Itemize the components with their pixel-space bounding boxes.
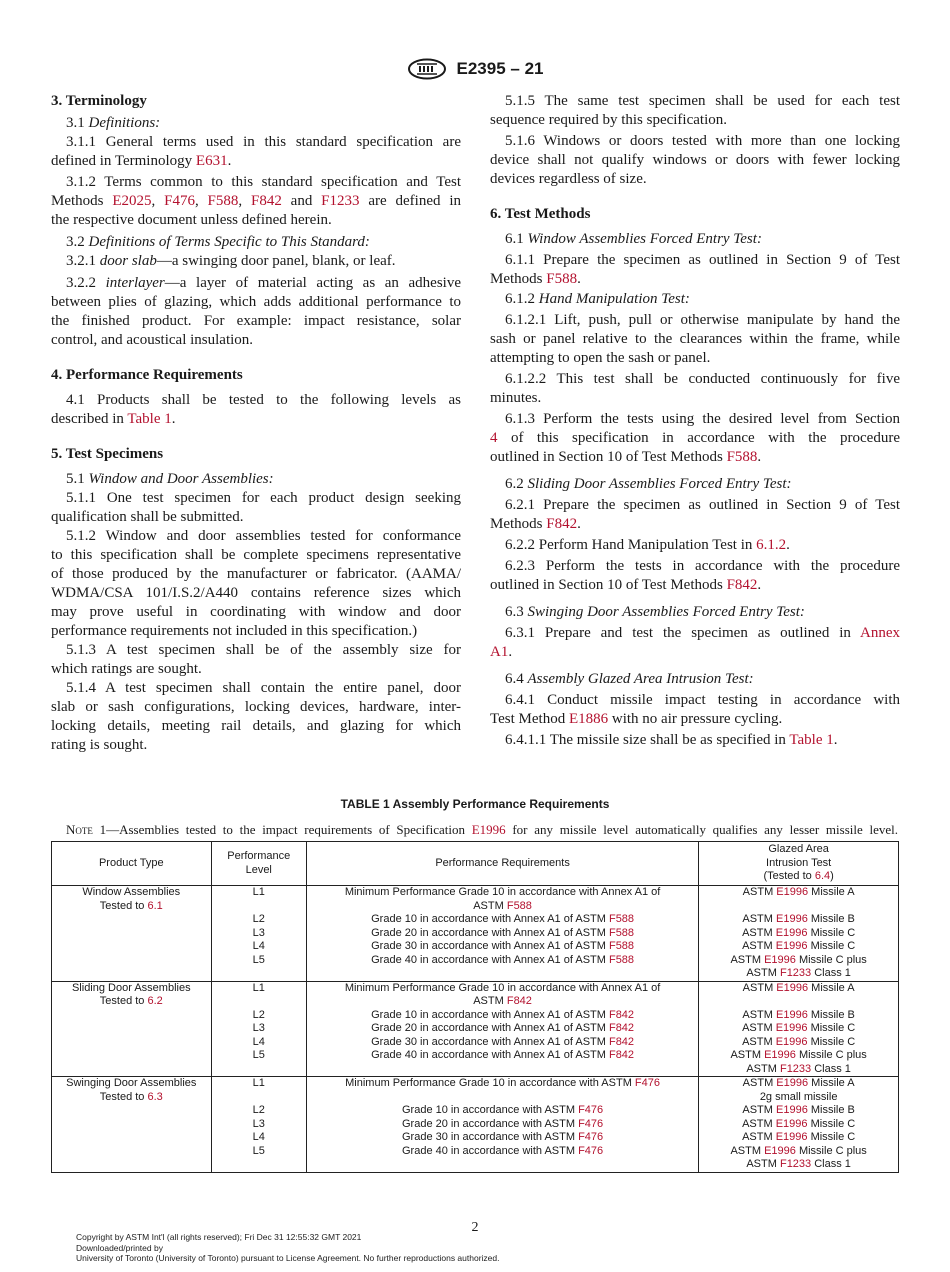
tested-to-label: Tested to — [99, 1090, 148, 1103]
glazed-area-cell — [699, 1022, 899, 1036]
para-6-1-3: 6.1.3 Perform the tests using the desired level from Section — [505, 411, 900, 427]
para-5-1-4: 5.1.4 A test specimen shall contain the entire panel, door — [66, 680, 461, 696]
glazed-text: ASTM — [742, 1022, 776, 1034]
product-type-cell — [52, 886, 212, 982]
para-3-2: 3.2 Definitions of Terms Specific to This Standard: — [66, 234, 370, 250]
standard-link[interactable]: F588 — [506, 899, 532, 912]
glazed-text: Missile B — [807, 1104, 855, 1116]
link-f1233[interactable]: F1233 — [321, 193, 360, 209]
para-5-1-4-d: rating is sought. — [51, 737, 148, 753]
level-cell — [211, 954, 306, 982]
level-cell — [211, 927, 306, 941]
para-5-1-3: 5.1.3 A test specimen shall be of the assembly size for — [66, 642, 461, 658]
level-cell — [211, 1118, 306, 1132]
level-value: L5 — [252, 1144, 265, 1157]
header-product-type: Product Type — [52, 842, 212, 886]
para-6-2-3-cont: outlined in Section 10 of Test Methods F842. — [490, 577, 762, 593]
para-3-1-2-end: the respective document unless defined herein. — [51, 212, 332, 228]
para-6-1-2: 6.1.2 Hand Manipulation Test: — [505, 291, 690, 307]
standard-link[interactable]: E1996 — [776, 1008, 808, 1021]
document-header — [0, 58, 950, 82]
section-link[interactable]: 6.2 — [147, 995, 163, 1007]
link-f588-6-1-3[interactable]: F588 — [726, 449, 758, 465]
level-value: L2 — [252, 1008, 265, 1021]
level-value: L3 — [252, 1117, 265, 1130]
para-6-1-2-1-c: attempting to open the sash or panel. — [490, 350, 711, 366]
header-performance-level: Performance Level — [211, 842, 306, 886]
level-value: L3 — [252, 926, 265, 939]
requirement-cell — [306, 886, 698, 914]
para-6-4-1-cont: Test Method E1886 with no air pressure cycling. — [490, 711, 783, 727]
standard-link[interactable]: F588 — [608, 940, 635, 952]
glazed-text: ASTM — [730, 1144, 765, 1157]
requirement-cell — [306, 913, 698, 927]
glazed-area-cell — [699, 913, 899, 927]
para-6-4-1-1: 6.4.1.1 The missile size shall be as specified in Table 1. — [505, 732, 838, 748]
standard-link[interactable]: F588 — [608, 913, 635, 925]
standard-link[interactable]: E1996 — [775, 1131, 808, 1143]
para-3-2-2: 3.2.2 interlayer—a layer of material acting as an adhesive — [66, 275, 461, 291]
standard-link[interactable]: F476 — [578, 1117, 604, 1130]
para-5-1-2-f: performance requirements not included in this specification.) — [51, 623, 418, 639]
para-5-1-6-c: devices regardless of size. — [490, 171, 647, 187]
para-5-1-6: 5.1.6 Windows or doors tested with more than one locking — [505, 133, 900, 149]
standard-link[interactable]: E1996 — [775, 1035, 808, 1048]
glazed-area-cell — [699, 927, 899, 941]
requirement-cell — [306, 940, 698, 954]
link-e2025[interactable]: E2025 — [112, 193, 152, 209]
para-3-2-2-b: between plies of glazing, which adds additional performance to — [51, 294, 461, 310]
level-value: L2 — [252, 1104, 265, 1116]
standard-link[interactable]: F476 — [578, 1131, 604, 1143]
link-annex[interactable]: Annex — [860, 625, 900, 641]
glazed-area-cell — [699, 1077, 899, 1105]
glazed-text: ASTM — [746, 967, 780, 979]
para-3-1-1: 3.1.1 General terms used in this standard specification are — [66, 134, 461, 150]
standard-link[interactable]: F476 — [634, 1077, 660, 1089]
para-5-1-5-cont: sequence required by this specification. — [490, 112, 727, 128]
glazed-text: Class 1 — [811, 1062, 851, 1075]
glazed-text: 2g small missile — [759, 1090, 838, 1103]
para-3-1-2-cont: Methods E2025, F476, F588, F842 and F1233 are defined in — [51, 193, 461, 209]
product-type-cell — [52, 1077, 212, 1173]
level-value: L3 — [252, 1022, 265, 1034]
para-3-2-1: 3.2.1 door slab—a swinging door panel, blank, or leaf. — [66, 253, 396, 269]
requirement-text: Grade 40 in accordance with Annex A1 of ASTM — [371, 953, 609, 966]
para-3-1-1-cont: defined in Terminology E631. — [51, 153, 232, 169]
para-5-1-1-cont: qualification shall be submitted. — [51, 509, 244, 525]
requirement-cell — [306, 1022, 698, 1036]
level-cell — [211, 913, 306, 927]
level-value: L5 — [252, 953, 265, 966]
product-name: Sliding Door Assemblies — [71, 981, 191, 994]
para-5-1-1: 5.1.1 One test specimen for each product design seeking — [66, 490, 461, 506]
glazed-text: Missile C plus — [795, 1049, 867, 1061]
requirement-text: ASTM — [473, 995, 507, 1007]
standard-link[interactable]: F842 — [608, 1035, 635, 1048]
astm-logo-icon — [407, 58, 447, 80]
para-6-3-1: 6.3.1 Prepare and test the specimen as outlined in Annex — [505, 625, 900, 641]
para-6-1-2-2-b: minutes. — [490, 390, 542, 406]
table-group — [52, 886, 899, 982]
header-glazed-area: Glazed Area Intrusion Test (Tested to 6.4) — [699, 842, 899, 886]
header-performance-requirements: Performance Requirements — [306, 842, 698, 886]
para-6-2-1-cont: Methods F842. — [490, 516, 581, 532]
para-5-1-2: 5.1.2 Window and door assemblies tested for conformance — [66, 528, 461, 544]
level-value: L4 — [252, 1131, 265, 1143]
glazed-text: Class 1 — [811, 967, 851, 979]
para-5-1-5: 5.1.5 The same test specimen shall be used for each test — [505, 93, 900, 109]
section-link[interactable]: 6.1 — [147, 899, 163, 912]
para-5-1: 5.1 Window and Door Assemblies: — [66, 471, 274, 487]
standard-link[interactable]: F476 — [578, 1144, 604, 1157]
glazed-text: ASTM — [742, 1104, 776, 1116]
requirement-text: Minimum Performance Grade 10 in accordance with Annex A1 of — [344, 886, 661, 898]
para-5-1-3-cont: which ratings are sought. — [51, 661, 202, 677]
glazed-text: ASTM — [742, 1117, 776, 1130]
product-name: Window Assemblies — [82, 886, 181, 898]
link-e1996-note[interactable]: E1996 — [471, 822, 506, 837]
product-type-cell — [52, 981, 212, 1077]
glazed-text: Missile C — [807, 926, 856, 939]
para-6-1-1-cont: Methods F588. — [490, 271, 581, 287]
page-number: 2 — [471, 1220, 479, 1235]
para-6-2-2: 6.2.2 Perform Hand Manipulation Test in 6.1.2. — [505, 537, 790, 553]
link-6-1-2[interactable]: 6.1.2 — [756, 537, 787, 553]
requirement-cell — [306, 1009, 698, 1023]
glazed-area-cell — [699, 886, 899, 914]
requirement-cell — [306, 981, 698, 1009]
glazed-text: Missile C — [807, 1022, 856, 1034]
para-5-1-2-d: WDMA/CSA 101/I.S.2/A440 contains reference sizes which — [51, 585, 461, 601]
requirement-text: Grade 20 in accordance with Annex A1 of ASTM — [371, 926, 609, 939]
requirement-cell — [306, 1131, 698, 1145]
glazed-text: ASTM — [742, 913, 776, 925]
glazed-text: Class 1 — [811, 1158, 851, 1170]
standard-link[interactable]: F842 — [608, 1008, 635, 1021]
table-note: Note 1—Assemblies tested to the impact requirements of Specification E1996 for any missile level automatically qualifies any lesser missile level. — [66, 822, 898, 837]
requirement-text: Grade 30 in accordance with ASTM — [401, 1131, 579, 1143]
glazed-area-cell — [699, 1104, 899, 1118]
glazed-text: ASTM — [742, 940, 776, 952]
requirement-cell — [306, 1036, 698, 1050]
standard-link[interactable]: E1996 — [776, 886, 809, 898]
glazed-area-cell — [699, 1049, 899, 1077]
requirement-text: Grade 10 in accordance with Annex A1 of ASTM — [371, 1008, 609, 1021]
glazed-text: Missile C — [807, 1035, 856, 1048]
requirement-text: Minimum Performance Grade 10 in accordance with ASTM — [345, 1077, 635, 1089]
tested-to-label: Tested to — [99, 995, 148, 1007]
glazed-text: ASTM — [730, 953, 765, 966]
standard-link[interactable]: F1233 — [779, 1062, 812, 1075]
para-5-1-4-b: slab or sash configurations, locking devices, hardware, inter- — [51, 699, 461, 715]
glazed-text: Missile B — [807, 913, 855, 925]
tested-to-label: Tested to — [99, 899, 148, 912]
glazed-text: ASTM — [742, 886, 777, 898]
glazed-area-cell — [699, 954, 899, 982]
requirement-text: Minimum Performance Grade 10 in accordance with Annex A1 of — [344, 981, 661, 994]
level-cell — [211, 1145, 306, 1173]
para-6-1-2-1-b: sash or panel relative to the clearances within the frame, while — [490, 331, 900, 347]
designation: E2395 – 21 — [456, 59, 544, 78]
level-cell — [211, 1131, 306, 1145]
para-6-1-1: 6.1.1 Prepare the specimen as outlined in Section 9 of Test — [505, 252, 900, 268]
standard-link[interactable]: E1996 — [775, 1117, 808, 1130]
glazed-text: ASTM — [746, 1062, 780, 1075]
para-5-1-2-c: of those produced by the manufacturer or fabricator. (AAMA/ — [51, 566, 461, 582]
level-cell — [211, 1077, 306, 1105]
standard-link[interactable]: E1996 — [775, 926, 808, 939]
level-value: L4 — [252, 1035, 265, 1048]
level-value: L4 — [252, 940, 265, 952]
standard-link[interactable]: F842 — [608, 1022, 635, 1034]
level-cell — [211, 1104, 306, 1118]
glazed-area-cell — [699, 981, 899, 1009]
glazed-text: ASTM — [742, 926, 776, 939]
requirement-text: Grade 10 in accordance with ASTM — [401, 1104, 579, 1116]
para-5-1-2-b: to this specification shall be complete specimens representative — [51, 547, 461, 563]
standard-link[interactable]: E1996 — [776, 913, 808, 925]
glazed-text: Missile C plus — [795, 953, 867, 966]
table-group — [52, 981, 899, 1077]
para-3-2-2-c: the finished product. For example: impact resistance, solar — [51, 313, 461, 329]
level-value: L5 — [252, 1049, 265, 1061]
level-cell — [211, 940, 306, 954]
standard-link[interactable]: E1996 — [764, 1049, 796, 1061]
para-6-2: 6.2 Sliding Door Assemblies Forced Entry Test: — [505, 476, 792, 492]
link-f842[interactable]: F842 — [250, 193, 282, 209]
right-column — [490, 92, 900, 750]
para-6-2-3: 6.2.3 Perform the tests in accordance with the procedure — [505, 558, 900, 574]
standard-link[interactable]: E1996 — [764, 1144, 796, 1157]
level-cell — [211, 981, 306, 1009]
standard-link[interactable]: E1996 — [764, 953, 796, 966]
level-cell — [211, 886, 306, 914]
standard-link[interactable]: E1996 — [775, 940, 808, 952]
para-6-4: 6.4 Assembly Glazed Area Intrusion Test: — [505, 671, 754, 687]
glazed-text: Missile C — [807, 940, 856, 952]
glazed-text: Missile A — [808, 981, 855, 994]
requirement-text: Grade 40 in accordance with Annex A1 of ASTM — [371, 1049, 609, 1061]
requirement-cell — [306, 1104, 698, 1118]
para-3-1: 3.1 Definitions: — [66, 115, 161, 131]
heading-terminology: 3. Terminology — [51, 93, 147, 109]
glazed-area-cell — [699, 1145, 899, 1173]
requirement-text: Grade 10 in accordance with Annex A1 of ASTM — [371, 913, 609, 925]
level-cell — [211, 1049, 306, 1077]
glazed-area-cell — [699, 1118, 899, 1132]
link-f588-6-1-1[interactable]: F588 — [546, 271, 578, 287]
standard-link[interactable]: F1233 — [779, 1158, 812, 1170]
table-group — [52, 1077, 899, 1173]
copyright-footer: Copyright by ASTM Int'l (all rights reserved); Fri Dec 31 12:55:32 GMT 2021 Downloaded/printed by University of Toronto (University of Toronto) pursuant to License Agreement. No further reproductions authorized. — [76, 1232, 500, 1263]
requirement-text: Grade 20 in accordance with ASTM — [401, 1117, 579, 1130]
requirement-text: Grade 30 in accordance with Annex A1 of ASTM — [371, 1035, 609, 1048]
glazed-text: ASTM — [742, 1035, 776, 1048]
table-header-row — [52, 842, 899, 886]
glazed-text: Missile B — [807, 1008, 855, 1021]
para-4-1-cont: described in Table 1. — [51, 411, 176, 427]
glazed-text: Missile A — [808, 1077, 855, 1089]
level-value: L1 — [252, 981, 265, 994]
requirement-cell — [306, 954, 698, 982]
para-5-1-6-b: device shall not qualify windows or doors with fewer locking — [490, 152, 900, 168]
glazed-area-cell — [699, 1009, 899, 1023]
left-column — [51, 92, 461, 755]
para-5-1-4-c: locking details, meeting rail details, and glazing for which — [51, 718, 461, 734]
glazed-text: ASTM — [742, 1008, 776, 1021]
link-f842-6-2-3[interactable]: F842 — [726, 577, 758, 593]
level-cell — [211, 1036, 306, 1050]
requirement-cell — [306, 1118, 698, 1132]
para-6-1-3-b: 4 of this specification in accordance with the procedure — [490, 430, 900, 446]
para-4-1: 4.1 Products shall be tested to the following levels as — [66, 392, 461, 408]
link-f476[interactable]: F476 — [164, 193, 195, 209]
glazed-text: Missile C plus — [795, 1144, 867, 1157]
heading-test-methods: 6. Test Methods — [490, 206, 591, 222]
table-row — [52, 886, 899, 914]
para-6-1-2-1: 6.1.2.1 Lift, push, pull or otherwise manipulate by hand the — [505, 312, 900, 328]
requirement-cell — [306, 1077, 698, 1105]
standard-link[interactable]: F842 — [608, 1049, 635, 1061]
level-cell — [211, 1009, 306, 1023]
para-5-1-2-e: may prove useful in coordinating with window and door — [51, 604, 461, 620]
glazed-text: Missile C — [807, 1131, 856, 1143]
level-cell — [211, 1022, 306, 1036]
link-table-1[interactable]: Table 1 — [127, 411, 172, 427]
para-6-3: 6.3 Swinging Door Assemblies Forced Entry Test: — [505, 604, 805, 620]
standard-link[interactable]: F1233 — [779, 967, 812, 979]
glazed-text: ASTM — [730, 1049, 765, 1061]
para-6-3-1-cont: A1. — [490, 644, 513, 660]
glazed-area-cell — [699, 940, 899, 954]
glazed-area-cell — [699, 1036, 899, 1050]
glazed-area-cell — [699, 1131, 899, 1145]
performance-table — [51, 841, 899, 1173]
link-f588[interactable]: F588 — [207, 193, 239, 209]
standard-link[interactable]: E1996 — [775, 1022, 808, 1034]
standard-link[interactable]: E1996 — [776, 1104, 808, 1116]
para-3-1-2: 3.1.2 Terms common to this standard specification and Test — [66, 174, 461, 190]
glazed-text: ASTM — [742, 1131, 776, 1143]
glazed-text: ASTM — [746, 1158, 780, 1170]
table-row — [52, 1077, 899, 1105]
level-value: L1 — [252, 1077, 265, 1089]
glazed-text: Missile C — [807, 1117, 856, 1130]
link-e631[interactable]: E631 — [195, 153, 228, 169]
requirement-text: Grade 30 in accordance with Annex A1 of ASTM — [371, 940, 609, 952]
heading-performance-requirements: 4. Performance Requirements — [51, 367, 243, 383]
heading-test-specimens: 5. Test Specimens — [51, 446, 164, 462]
para-6-4-1: 6.4.1 Conduct missile impact testing in accordance with — [505, 692, 900, 708]
requirement-cell — [306, 1049, 698, 1077]
link-f842-6-2-1[interactable]: F842 — [546, 516, 578, 532]
link-6-4-header[interactable]: 6.4 — [814, 870, 831, 883]
requirement-text: ASTM — [473, 899, 507, 912]
link-section-4[interactable]: 4 — [490, 430, 498, 446]
standard-link[interactable]: F842 — [506, 995, 532, 1007]
level-value: L2 — [252, 913, 265, 925]
standard-link[interactable]: F588 — [608, 953, 635, 966]
para-6-1: 6.1 Window Assemblies Forced Entry Test: — [505, 231, 762, 247]
requirement-cell — [306, 1145, 698, 1173]
glazed-text: ASTM — [742, 1077, 777, 1089]
link-e1886[interactable]: E1886 — [568, 711, 609, 727]
para-6-1-3-c: outlined in Section 10 of Test Methods F588. — [490, 449, 762, 465]
para-6-2-1: 6.2.1 Prepare the specimen as outlined in Section 9 of Test — [505, 497, 900, 513]
product-name: Swinging Door Assemblies — [66, 1077, 197, 1089]
requirement-cell — [306, 927, 698, 941]
para-3-2-2-d: control, and acoustical insulation. — [51, 332, 254, 348]
standard-link[interactable]: F476 — [578, 1104, 604, 1116]
standard-link[interactable]: E1996 — [776, 981, 809, 994]
link-a1[interactable]: A1 — [490, 644, 509, 660]
section-link[interactable]: 6.3 — [147, 1090, 163, 1103]
requirement-text: Grade 40 in accordance with ASTM — [401, 1144, 579, 1157]
level-value: L1 — [252, 886, 265, 898]
standard-link[interactable]: E1996 — [776, 1077, 809, 1089]
glazed-text: Missile A — [808, 886, 855, 898]
requirement-text: Grade 20 in accordance with Annex A1 of ASTM — [371, 1022, 609, 1034]
table-caption: TABLE 1 Assembly Performance Requirements — [340, 797, 610, 811]
table-row — [52, 981, 899, 1009]
para-6-1-2-2: 6.1.2.2 This test shall be conducted continuously for five — [505, 371, 900, 387]
link-table-1-6-4[interactable]: Table 1 — [789, 732, 834, 748]
glazed-text: ASTM — [742, 981, 777, 994]
standard-link[interactable]: F588 — [608, 926, 635, 939]
